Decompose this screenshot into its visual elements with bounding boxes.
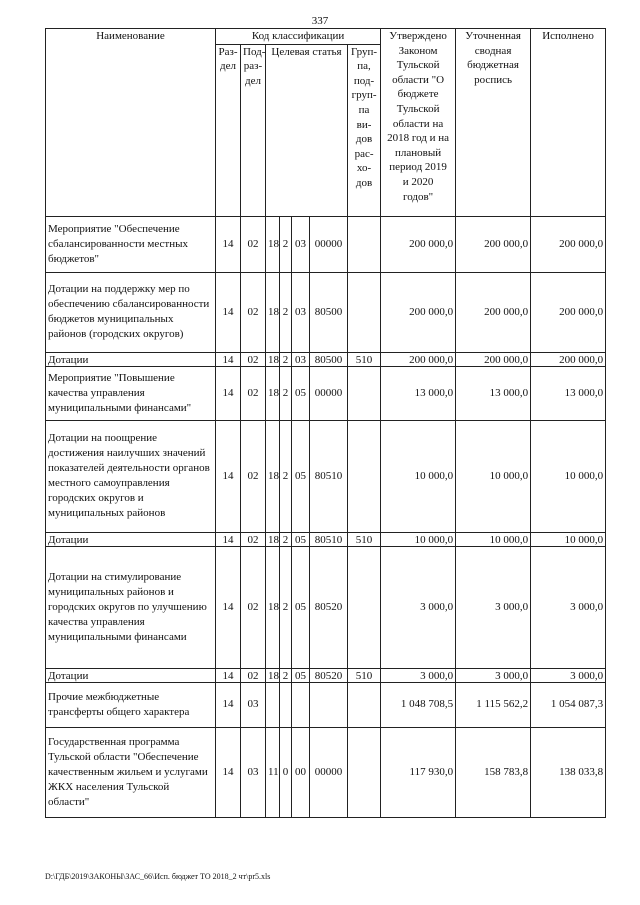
- row-group: [348, 682, 381, 727]
- row-cs-event: 05: [292, 366, 310, 420]
- row-cs-direction: 80510: [310, 420, 348, 532]
- row-approved: 117 930,0: [381, 727, 456, 817]
- row-razdel: 14: [216, 272, 241, 352]
- row-cs-program: 18: [266, 420, 280, 532]
- row-approved: 10 000,0: [381, 532, 456, 546]
- row-cs-program: 18: [266, 366, 280, 420]
- row-podrazdel: 02: [241, 546, 266, 668]
- row-cs-subprogram: 2: [280, 352, 292, 366]
- row-cs-direction: 80520: [310, 546, 348, 668]
- row-podrazdel: 03: [241, 682, 266, 727]
- header-refined: Уточненная сводная бюджетная роспись: [456, 29, 531, 217]
- row-podrazdel: 02: [241, 366, 266, 420]
- row-razdel: 14: [216, 420, 241, 532]
- row-podrazdel: 02: [241, 532, 266, 546]
- row-cs-program: 18: [266, 216, 280, 272]
- row-group: 510: [348, 532, 381, 546]
- row-cs-event: [292, 682, 310, 727]
- row-executed: 1 054 087,3: [531, 682, 606, 727]
- row-executed: 10 000,0: [531, 532, 606, 546]
- row-group: [348, 727, 381, 817]
- table-row: [46, 668, 606, 682]
- row-group: 510: [348, 668, 381, 682]
- row-name: Дотации на поощрение достижения наилучших значений показателей деятельности органов местного самоуправления городских округов и муниципальных районов: [46, 420, 216, 532]
- row-approved: 10 000,0: [381, 420, 456, 532]
- table-row: [46, 216, 606, 272]
- row-cs-subprogram: 2: [280, 420, 292, 532]
- row-executed: 3 000,0: [531, 668, 606, 682]
- row-name: Дотации на поддержку мер по обеспечению сбалансированности бюджетов муниципальных районов (городских округов): [46, 272, 216, 352]
- row-group: [348, 216, 381, 272]
- row-podrazdel: 03: [241, 727, 266, 817]
- table-row: [46, 546, 606, 668]
- row-group: [348, 420, 381, 532]
- row-executed: 13 000,0: [531, 366, 606, 420]
- row-cs-subprogram: 2: [280, 532, 292, 546]
- row-refined: 158 783,8: [456, 727, 531, 817]
- row-approved: 200 000,0: [381, 272, 456, 352]
- row-podrazdel: 02: [241, 216, 266, 272]
- budget-table: [45, 28, 606, 818]
- row-refined: 10 000,0: [456, 532, 531, 546]
- table-row: [46, 272, 606, 352]
- row-cs-event: 03: [292, 352, 310, 366]
- row-razdel: 14: [216, 546, 241, 668]
- row-refined: 200 000,0: [456, 216, 531, 272]
- table-row: [46, 532, 606, 546]
- row-cs-subprogram: 2: [280, 366, 292, 420]
- row-podrazdel: 02: [241, 420, 266, 532]
- row-cs-event: 03: [292, 272, 310, 352]
- row-executed: 10 000,0: [531, 420, 606, 532]
- row-podrazdel: 02: [241, 352, 266, 366]
- row-executed: 200 000,0: [531, 272, 606, 352]
- row-razdel: 14: [216, 532, 241, 546]
- row-cs-subprogram: 2: [280, 272, 292, 352]
- row-name: Дотации на стимулирование муниципальных районов и городских округов по улучшению качества управления муниципальными финансами: [46, 546, 216, 668]
- row-cs-subprogram: 0: [280, 727, 292, 817]
- row-cs-event: 03: [292, 216, 310, 272]
- row-cs-subprogram: 2: [280, 216, 292, 272]
- header-executed: Исполнено: [531, 29, 606, 217]
- row-cs-subprogram: [280, 682, 292, 727]
- row-group: [348, 366, 381, 420]
- row-cs-subprogram: 2: [280, 546, 292, 668]
- row-cs-program: 18: [266, 352, 280, 366]
- row-name: Мероприятие "Обеспечение сбалансированности местных бюджетов": [46, 216, 216, 272]
- row-executed: 138 033,8: [531, 727, 606, 817]
- page-number: 337: [311, 15, 329, 27]
- row-podrazdel: 02: [241, 668, 266, 682]
- row-cs-program: [266, 682, 280, 727]
- header-podrazdel: Под- раз- дел: [241, 44, 266, 216]
- row-name: Дотации: [46, 668, 216, 682]
- row-razdel: 14: [216, 352, 241, 366]
- row-cs-event: 05: [292, 546, 310, 668]
- header-code-group: Код классификации: [216, 29, 381, 45]
- row-group: [348, 546, 381, 668]
- row-razdel: 14: [216, 682, 241, 727]
- header-razdel: Раз- дел: [216, 44, 241, 216]
- header-gruppa: Груп- па, под- груп- па ви- дов рас- хо- дов: [348, 44, 381, 216]
- header-name: Наименование: [46, 29, 216, 217]
- row-cs-direction: 00000: [310, 366, 348, 420]
- row-cs-direction: 80510: [310, 532, 348, 546]
- row-cs-direction: 00000: [310, 727, 348, 817]
- row-razdel: 14: [216, 668, 241, 682]
- row-cs-program: 18: [266, 668, 280, 682]
- row-approved: 200 000,0: [381, 216, 456, 272]
- row-cs-direction: 80520: [310, 668, 348, 682]
- row-refined: 1 115 562,2: [456, 682, 531, 727]
- header-approved: Утверждено Законом Тульской области "О бюджете Тульской области на 2018 год и на плановый период 2019 и 2020 годов": [381, 29, 456, 217]
- table-row: [46, 420, 606, 532]
- row-name: Мероприятие "Повышение качества управления муниципальными финансами": [46, 366, 216, 420]
- row-refined: 13 000,0: [456, 366, 531, 420]
- row-name: Государственная программа Тульской области "Обеспечение качественным жильем и услугами ЖКХ населения Тульской области": [46, 727, 216, 817]
- row-cs-event: 05: [292, 532, 310, 546]
- table-row: [46, 352, 606, 366]
- row-refined: 10 000,0: [456, 420, 531, 532]
- row-refined: 3 000,0: [456, 546, 531, 668]
- row-cs-program: 18: [266, 532, 280, 546]
- row-razdel: 14: [216, 216, 241, 272]
- row-group: [348, 272, 381, 352]
- row-refined: 200 000,0: [456, 352, 531, 366]
- row-cs-program: 11: [266, 727, 280, 817]
- header-celevaya: Целевая статья: [266, 44, 348, 216]
- row-approved: 13 000,0: [381, 366, 456, 420]
- row-executed: 3 000,0: [531, 546, 606, 668]
- row-cs-program: 18: [266, 546, 280, 668]
- table-row: [46, 682, 606, 727]
- row-podrazdel: 02: [241, 272, 266, 352]
- row-cs-event: 05: [292, 420, 310, 532]
- row-cs-event: 05: [292, 668, 310, 682]
- row-cs-direction: 00000: [310, 216, 348, 272]
- row-refined: 3 000,0: [456, 668, 531, 682]
- row-cs-direction: 80500: [310, 352, 348, 366]
- row-executed: 200 000,0: [531, 352, 606, 366]
- row-approved: 3 000,0: [381, 546, 456, 668]
- row-cs-direction: [310, 682, 348, 727]
- row-approved: 200 000,0: [381, 352, 456, 366]
- row-cs-subprogram: 2: [280, 668, 292, 682]
- row-approved: 1 048 708,5: [381, 682, 456, 727]
- row-executed: 200 000,0: [531, 216, 606, 272]
- row-group: 510: [348, 352, 381, 366]
- row-cs-program: 18: [266, 272, 280, 352]
- row-cs-event: 00: [292, 727, 310, 817]
- table-row: [46, 727, 606, 817]
- row-razdel: 14: [216, 366, 241, 420]
- row-refined: 200 000,0: [456, 272, 531, 352]
- row-razdel: 14: [216, 727, 241, 817]
- row-name: Дотации: [46, 532, 216, 546]
- row-approved: 3 000,0: [381, 668, 456, 682]
- table-row: [46, 366, 606, 420]
- row-name: Прочие межбюджетные трансферты общего характера: [46, 682, 216, 727]
- row-name: Дотации: [46, 352, 216, 366]
- row-cs-direction: 80500: [310, 272, 348, 352]
- file-path-footer: D:\ГДБ\2019\ЗАКОНЫ\ЗАС_66\Исп. бюджет ТО 2018_2 чт\pr5.xls: [45, 872, 271, 881]
